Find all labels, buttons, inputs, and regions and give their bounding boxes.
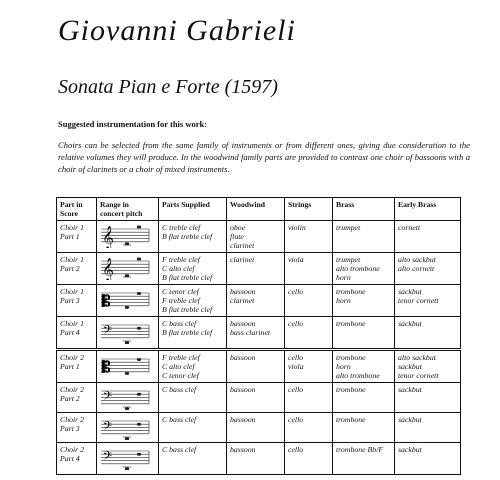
early-brass-cell <box>395 443 461 475</box>
svg-text:𝄡: 𝄡 <box>102 358 111 376</box>
early-brass-cell <box>395 317 461 349</box>
strings-cell <box>285 285 333 317</box>
header-brass: Brass <box>333 198 395 221</box>
svg-text:𝄞: 𝄞 <box>102 225 114 248</box>
brass-cell-line: horn <box>336 296 351 305</box>
early-brass-cell-line: alto sackbut <box>398 255 436 264</box>
brass-cell-line: trombone <box>336 319 366 328</box>
woodwind-cell-line: clarinet <box>230 255 255 264</box>
early-brass-cell-line: sackbut <box>398 319 422 328</box>
brass-cell-line: trombone <box>336 415 366 424</box>
part-cell-line: Choir 2 <box>60 415 85 424</box>
woodwind-cell-line: oboe <box>230 223 246 232</box>
brass-cell-line: trombone <box>336 353 366 362</box>
range-staff <box>97 351 159 383</box>
svg-text:𝄢: 𝄢 <box>103 390 113 406</box>
parts-supplied-cell <box>159 443 227 475</box>
brass-cell <box>333 253 395 285</box>
early-brass-cell <box>395 413 461 443</box>
svg-text:𝄞: 𝄞 <box>102 257 114 280</box>
brass-cell <box>333 317 395 349</box>
parts-supplied-cell-line: B flat treble clef <box>162 305 213 314</box>
part-cell-line: Part 4 <box>60 328 80 337</box>
range-staff <box>97 221 159 253</box>
parts-supplied-cell <box>159 221 227 253</box>
choir2-table <box>56 350 461 475</box>
early-brass-cell <box>395 285 461 317</box>
header-part: Part in Score <box>57 198 97 221</box>
early-brass-cell-line: sackbut <box>398 385 422 394</box>
strings-cell <box>285 383 333 413</box>
early-brass-cell-line: cornett <box>398 223 421 232</box>
parts-supplied-cell-line: F treble clef <box>162 255 200 264</box>
strings-cell <box>285 443 333 475</box>
brass-cell-line: trumpet <box>336 255 361 264</box>
brass-cell-line: trombone <box>336 287 366 296</box>
header-parts-supplied: Parts Supplied <box>159 198 227 221</box>
parts-supplied-cell-line: B flat treble clef <box>162 232 213 241</box>
strings-cell-line: violin <box>288 223 306 232</box>
part-cell <box>57 351 97 383</box>
woodwind-cell-line: flute <box>230 232 244 241</box>
part-cell-line: Choir 2 <box>60 353 85 362</box>
table-row <box>57 317 461 349</box>
header-strings: Strings <box>285 198 333 221</box>
woodwind-cell-line: clarinet <box>230 296 255 305</box>
brass-cell-line: trumpet <box>336 223 361 232</box>
brass-cell-line: trombone Bb/F <box>336 445 384 454</box>
strings-cell <box>285 317 333 349</box>
part-cell <box>57 317 97 349</box>
part-cell <box>57 285 97 317</box>
early-brass-cell-line: alto sackbut <box>398 353 436 362</box>
svg-text:𝄢: 𝄢 <box>103 420 113 436</box>
early-brass-cell <box>395 221 461 253</box>
svg-text:𝄡: 𝄡 <box>102 292 111 310</box>
brass-cell-line: horn <box>336 362 351 371</box>
parts-supplied-cell-line: C bass clef <box>162 415 197 424</box>
woodwind-cell-line: bassoon <box>230 353 256 362</box>
parts-supplied-cell-line: C alto clef <box>162 264 195 273</box>
brass-cell <box>333 285 395 317</box>
table-row <box>57 443 461 475</box>
strings-cell <box>285 221 333 253</box>
woodwind-cell-line: bassoon <box>230 415 256 424</box>
strings-cell <box>285 413 333 443</box>
svg-text:𝄢: 𝄢 <box>103 324 113 340</box>
early-brass-cell <box>395 351 461 383</box>
parts-supplied-cell <box>159 317 227 349</box>
strings-cell-line: cello <box>288 319 304 328</box>
part-cell-line: Part 1 <box>60 362 80 371</box>
work-title: Sonata Pian e Forte (1597) <box>58 76 278 98</box>
early-brass-cell <box>395 383 461 413</box>
header-woodwind: Woodwind <box>227 198 285 221</box>
part-cell-line: Choir 1 <box>60 223 85 232</box>
parts-supplied-cell-line: F treble clef <box>162 296 200 305</box>
woodwind-cell-line: bassoon <box>230 287 256 296</box>
part-cell <box>57 383 97 413</box>
strings-cell <box>285 351 333 383</box>
strings-cell <box>285 253 333 285</box>
early-brass-cell-line: sackbut <box>398 362 422 371</box>
range-staff <box>97 443 159 475</box>
brass-cell <box>333 443 395 475</box>
strings-cell-line: cello <box>288 287 304 296</box>
parts-supplied-cell-line: C bass clef <box>162 319 197 328</box>
part-cell-line: Part 4 <box>60 454 80 463</box>
parts-supplied-cell-line: B flat treble clef <box>162 273 213 282</box>
parts-supplied-cell <box>159 253 227 285</box>
woodwind-cell <box>227 317 285 349</box>
range-staff <box>97 413 159 443</box>
suggested-heading: Suggested instrumentation for this work: <box>58 119 208 129</box>
woodwind-cell <box>227 443 285 475</box>
part-cell-line: Part 3 <box>60 424 80 433</box>
parts-supplied-cell <box>159 383 227 413</box>
composer-name: Giovanni Gabrieli <box>58 14 296 47</box>
early-brass-cell-line: tenor cornett <box>398 296 439 305</box>
part-cell <box>57 413 97 443</box>
early-brass-cell <box>395 253 461 285</box>
brass-cell-line: alto trombone <box>336 371 380 380</box>
woodwind-cell <box>227 383 285 413</box>
svg-text:𝄢: 𝄢 <box>103 450 113 466</box>
strings-cell-line: viola <box>288 255 304 264</box>
header-range: Range in concert pitch <box>97 198 159 221</box>
woodwind-cell-line: bass clarinet <box>230 328 271 337</box>
woodwind-cell-line: bassoon <box>230 445 256 454</box>
parts-supplied-cell-line: F treble clef <box>162 353 200 362</box>
early-brass-cell-line: tenor cornett <box>398 371 439 380</box>
part-cell-line: Part 2 <box>60 264 80 273</box>
choir1-table <box>56 197 461 349</box>
early-brass-cell-line: sackbut <box>398 445 422 454</box>
woodwind-cell <box>227 285 285 317</box>
header-row <box>57 198 461 221</box>
parts-supplied-cell-line: C tenor clef <box>162 287 199 296</box>
brass-cell <box>333 221 395 253</box>
parts-supplied-cell-line: C tenor clef <box>162 371 199 380</box>
woodwind-cell <box>227 413 285 443</box>
parts-supplied-cell-line: C treble clef <box>162 223 201 232</box>
part-cell-line: Part 2 <box>60 394 80 403</box>
part-cell <box>57 253 97 285</box>
range-staff <box>97 253 159 285</box>
strings-cell-line: viola <box>288 362 304 371</box>
table-row <box>57 383 461 413</box>
brass-cell <box>333 383 395 413</box>
parts-supplied-cell-line: B flat treble clef <box>162 328 213 337</box>
early-brass-cell-line: sackbut <box>398 287 422 296</box>
header-early-brass: Early Brass <box>395 198 461 221</box>
part-cell-line: Choir 1 <box>60 319 85 328</box>
range-staff <box>97 285 159 317</box>
part-cell <box>57 221 97 253</box>
woodwind-cell-line: bassoon <box>230 385 256 394</box>
woodwind-cell <box>227 221 285 253</box>
table-row <box>57 285 461 317</box>
parts-supplied-cell-line: C bass clef <box>162 445 197 454</box>
parts-supplied-cell-line: C alto clef <box>162 362 195 371</box>
table-row <box>57 351 461 383</box>
strings-cell-line: cello <box>288 415 304 424</box>
range-staff <box>97 383 159 413</box>
part-cell-line: Choir 1 <box>60 287 85 296</box>
table-row <box>57 413 461 443</box>
range-staff <box>97 317 159 349</box>
strings-cell-line: cello <box>288 353 304 362</box>
early-brass-cell-line: sackbut <box>398 415 422 424</box>
parts-supplied-cell <box>159 285 227 317</box>
part-cell-line: Choir 1 <box>60 255 85 264</box>
part-cell-line: Part 1 <box>60 232 80 241</box>
parts-supplied-cell <box>159 351 227 383</box>
brass-cell-line: alto trombone <box>336 264 380 273</box>
brass-cell <box>333 351 395 383</box>
intro-paragraph: Choirs can be selected from the same family of instruments or from different ones, giving due consideration to the relative volumes they will produce. In the woodwind family parts are provided to contrast one choir of bassoons with a choir of clarinets or a choir of mixed instruments. <box>58 140 470 174</box>
woodwind-cell <box>227 351 285 383</box>
part-cell-line: Choir 2 <box>60 385 85 394</box>
part-cell-line: Part 3 <box>60 296 80 305</box>
woodwind-cell <box>227 253 285 285</box>
part-cell-line: Choir 2 <box>60 445 85 454</box>
part-cell <box>57 443 97 475</box>
brass-cell-line: horn <box>336 273 351 282</box>
table-row <box>57 253 461 285</box>
strings-cell-line: cello <box>288 445 304 454</box>
woodwind-cell-line: clarinet <box>230 241 255 250</box>
brass-cell-line: trombone <box>336 385 366 394</box>
parts-supplied-cell-line: C bass clef <box>162 385 197 394</box>
table-row <box>57 221 461 253</box>
woodwind-cell-line: bassoon <box>230 319 256 328</box>
early-brass-cell-line: alto cornett <box>398 264 435 273</box>
strings-cell-line: cello <box>288 385 304 394</box>
brass-cell <box>333 413 395 443</box>
parts-supplied-cell <box>159 413 227 443</box>
